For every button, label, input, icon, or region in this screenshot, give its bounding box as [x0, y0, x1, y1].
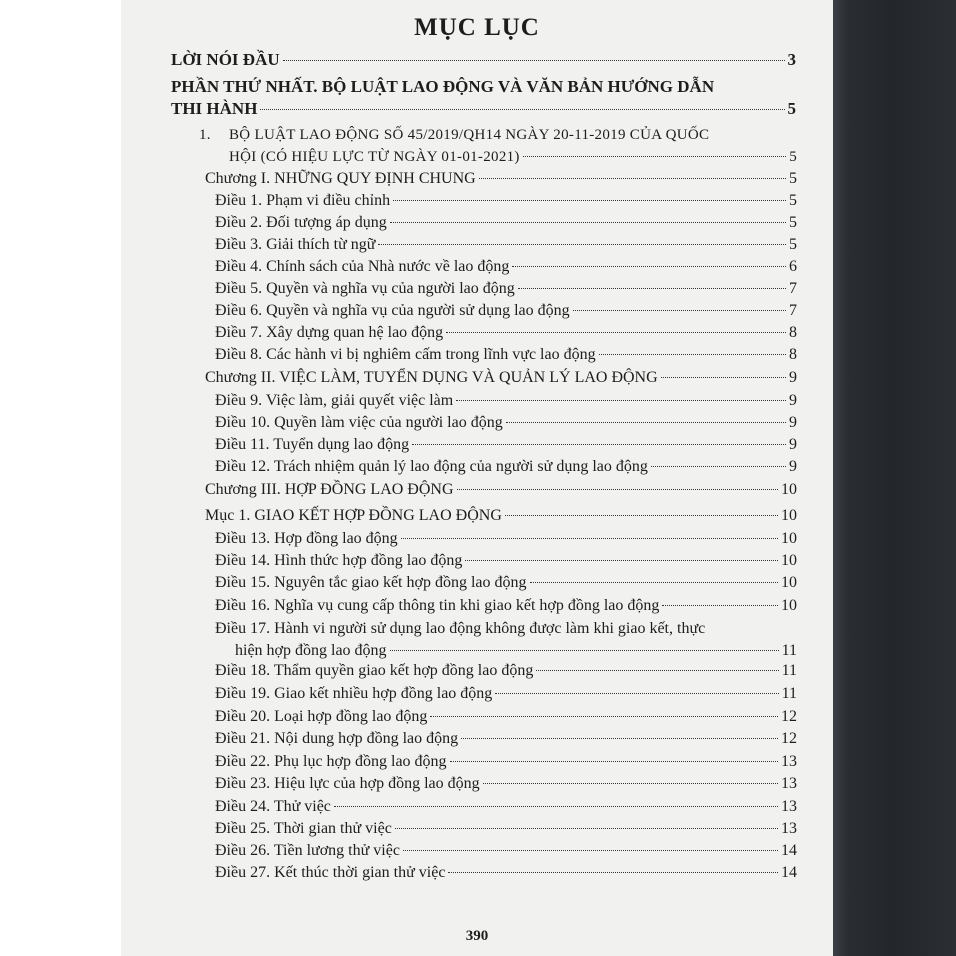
toc-entry-text: Mục 1. GIAO KẾT HỢP ĐỒNG LAO ĐỘNG — [205, 507, 502, 524]
page-title: MỤC LỤC — [414, 14, 540, 41]
toc-entry-article — [215, 434, 797, 456]
toc-page-number: 5 — [789, 149, 797, 165]
toc-entry-text: Điều 19. Giao kết nhiều hợp đồng lao động — [215, 685, 493, 702]
toc-entry-article — [215, 572, 797, 594]
dot-leader — [390, 222, 786, 223]
toc-page-number: 13 — [781, 798, 797, 815]
toc-page-number: 8 — [789, 346, 797, 363]
toc-entry-article — [215, 278, 797, 300]
dot-leader — [283, 60, 785, 61]
toc-entry-article — [215, 751, 797, 773]
toc-page-number: 9 — [789, 414, 797, 431]
dot-leader — [495, 693, 778, 694]
dot-leader — [393, 200, 786, 201]
toc-entry-text: Điều 2. Đối tượng áp dụng — [215, 214, 387, 231]
toc-entry-text: Điều 18. Thẩm quyền giao kết hợp đồng lao động — [215, 662, 534, 679]
dot-leader — [662, 605, 778, 606]
toc-entry-article — [215, 390, 797, 412]
toc-entry-text: Điều 10. Quyền làm việc của người lao động — [215, 414, 503, 431]
toc-entry-article — [215, 256, 797, 278]
toc-entry-text: Điều 20. Loại hợp đồng lao động — [215, 708, 428, 725]
toc-entry-text-line1: Điều 17. Hành vi người sử dụng lao động không được làm khi giao kết, thực — [215, 620, 706, 637]
toc-entry-text: Điều 12. Trách nhiệm quản lý lao động của người sử dụng lao động — [215, 458, 648, 475]
dot-leader — [430, 716, 778, 717]
toc-page-number: 11 — [781, 685, 797, 702]
toc-page-number: 13 — [781, 775, 797, 792]
toc-entry-article — [215, 234, 797, 256]
dot-leader — [505, 515, 778, 516]
dot-leader — [395, 828, 778, 829]
dot-leader — [512, 266, 786, 267]
toc-entry-text: Điều 23. Hiệu lực của hợp đồng lao động — [215, 775, 480, 792]
toc-entry-article — [215, 344, 797, 366]
toc-entry-text: Điều 27. Kết thúc thời gian thử việc — [215, 864, 446, 881]
toc-entry-text: Điều 1. Phạm vi điều chỉnh — [215, 192, 391, 209]
dot-leader — [260, 109, 784, 110]
toc-entry-chapter — [205, 479, 797, 501]
dot-leader — [599, 354, 786, 355]
toc-entry-text: Điều 5. Quyền và nghĩa vụ của người lao động — [215, 280, 515, 297]
toc-entry-text: Điều 6. Quyền và nghĩa vụ của người sử dụng lao động — [215, 302, 570, 319]
toc-page-number: 5 — [789, 192, 797, 209]
toc-entry-text: Điều 7. Xây dựng quan hệ lao động — [215, 324, 444, 341]
toc-page-number: 5 — [789, 214, 797, 231]
toc-page-number: 10 — [781, 530, 797, 547]
toc-entry-text-line2: THI HÀNH — [171, 99, 258, 118]
dot-leader — [536, 670, 778, 671]
toc-entry-text: Điều 8. Các hành vi bị nghiêm cấm trong lĩnh vực lao động — [215, 346, 596, 363]
toc-entry-text: Điều 24. Thử việc — [215, 798, 331, 815]
toc-page-number: 14 — [781, 864, 797, 881]
toc-entry-article — [215, 862, 797, 884]
toc-entry-chapter — [205, 168, 797, 190]
dot-leader — [448, 872, 778, 873]
toc-page-number: 10 — [781, 507, 797, 524]
dot-leader — [446, 332, 786, 333]
toc-entry-article — [215, 706, 797, 728]
toc-page-number: 5 — [787, 99, 796, 118]
toc-entry-text: Điều 3. Giải thích từ ngữ — [215, 236, 376, 253]
dot-leader — [456, 400, 786, 401]
toc-entry-article — [215, 300, 797, 322]
dot-leader — [530, 582, 778, 583]
toc-page-number: 13 — [781, 753, 797, 770]
toc-entry-article — [215, 412, 797, 434]
dot-leader — [450, 761, 778, 762]
toc-entry-text: Điều 22. Phụ lục hợp đồng lao động — [215, 753, 447, 770]
toc-entry-text-line2: HỘI (CÓ HIỆU LỰC TỪ NGÀY 01-01-2021) — [229, 149, 520, 165]
toc-entry-number: 1. — [199, 127, 211, 143]
toc-entry-article — [215, 322, 797, 344]
toc-entry-text: Điều 11. Tuyển dụng lao động — [215, 436, 410, 453]
dot-leader — [518, 288, 786, 289]
toc-entry-article — [215, 550, 797, 572]
toc-entry-text: Chương I. NHỮNG QUY ĐỊNH CHUNG — [205, 170, 476, 187]
toc-page-number: 9 — [789, 436, 797, 453]
toc-entry-law — [199, 124, 797, 168]
toc-entry-article — [215, 796, 797, 818]
toc-entry-article — [215, 683, 797, 705]
dot-leader — [506, 422, 786, 423]
toc-entry-text: LỜI NÓI ĐẦU — [171, 50, 280, 69]
toc-entry-text: Chương II. VIỆC LÀM, TUYỂN DỤNG VÀ QUẢN LÝ LAO ĐỘNG — [205, 369, 658, 386]
toc-page-number: 14 — [781, 842, 797, 859]
dot-leader — [483, 783, 778, 784]
toc-page-number: 10 — [781, 552, 797, 569]
toc-page-number: 3 — [787, 50, 796, 69]
toc-entry-article — [215, 728, 797, 750]
toc-page-number: 6 — [789, 258, 797, 275]
toc-entry-article — [215, 456, 797, 478]
toc-page-number: 9 — [789, 392, 797, 409]
toc-page-number: 10 — [781, 481, 797, 498]
dot-leader — [573, 310, 786, 311]
dot-leader — [403, 850, 778, 851]
toc-entry-text: Điều 26. Tiền lương thử việc — [215, 842, 400, 859]
toc-page-number: 9 — [789, 458, 797, 475]
toc-page-number: 5 — [789, 170, 797, 187]
dot-leader — [457, 489, 778, 490]
dot-leader — [412, 444, 786, 445]
toc-page-number: 9 — [789, 369, 797, 386]
dot-leader — [378, 244, 786, 245]
toc-entry-part-one — [171, 76, 796, 120]
toc-entry-article — [215, 840, 797, 862]
toc-entry-article — [215, 212, 797, 234]
toc-entry-text-line2: hiện hợp đồng lao động — [235, 642, 387, 659]
dot-leader — [401, 538, 778, 539]
toc-entry-text: Điều 14. Hình thức hợp đồng lao động — [215, 552, 463, 569]
dot-leader — [461, 738, 778, 739]
toc-entry-section — [205, 505, 797, 527]
book-page — [121, 0, 833, 956]
toc-page-number: 11 — [781, 662, 797, 679]
toc-page-number: 13 — [781, 820, 797, 837]
toc-page-number: 8 — [789, 324, 797, 341]
dot-leader — [661, 377, 786, 378]
toc-entry-article — [215, 190, 797, 212]
toc-entry-text: Điều 9. Việc làm, giải quyết việc làm — [215, 392, 454, 409]
toc-entry-text: Điều 16. Nghĩa vụ cung cấp thông tin khi giao kết hợp đồng lao động — [215, 597, 660, 614]
toc-entry-text: Điều 15. Nguyên tắc giao kết hợp đồng lao động — [215, 574, 527, 591]
toc-entry-chapter — [205, 367, 797, 389]
toc-page-number: 11 — [781, 642, 797, 659]
page-number: 390 — [465, 928, 489, 944]
toc-page-number: 12 — [781, 730, 797, 747]
toc-entry-text: Chương III. HỢP ĐỒNG LAO ĐỘNG — [205, 481, 454, 498]
toc-entry-text: Điều 25. Thời gian thử việc — [215, 820, 392, 837]
book-spine-shadow — [833, 0, 956, 956]
toc-entry-article — [215, 528, 797, 550]
toc-entry-article — [215, 595, 797, 617]
dot-leader — [523, 156, 786, 157]
toc-entry-article — [215, 773, 797, 795]
toc-entry-text: Điều 21. Nội dung hợp đồng lao động — [215, 730, 459, 747]
toc-page-number: 7 — [789, 280, 797, 297]
toc-entry-article — [215, 618, 797, 662]
toc-page-number: 10 — [781, 597, 797, 614]
dot-leader — [334, 806, 778, 807]
dot-leader — [651, 466, 786, 467]
dot-leader — [465, 560, 778, 561]
toc-entry-text: Điều 13. Hợp đồng lao động — [215, 530, 398, 547]
toc-page-number: 7 — [789, 302, 797, 319]
toc-entry-article — [215, 660, 797, 682]
dot-leader — [479, 178, 786, 179]
toc-entry-text-line1: BỘ LUẬT LAO ĐỘNG SỐ 45/2019/QH14 NGÀY 20-11-2019 CỦA QUỐC — [229, 127, 710, 143]
toc-entry-preface — [171, 49, 796, 71]
dot-leader — [390, 650, 779, 651]
left-margin — [0, 0, 121, 956]
toc-entry-text: Điều 4. Chính sách của Nhà nước về lao động — [215, 258, 510, 275]
toc-entry-text-line1: PHẦN THỨ NHẤT. BỘ LUẬT LAO ĐỘNG VÀ VĂN BẢN HƯỚNG DẪN — [171, 77, 715, 96]
toc-entry-article — [215, 818, 797, 840]
toc-page-number: 5 — [789, 236, 797, 253]
toc-page-number: 12 — [781, 708, 797, 725]
toc-page-number: 10 — [781, 574, 797, 591]
